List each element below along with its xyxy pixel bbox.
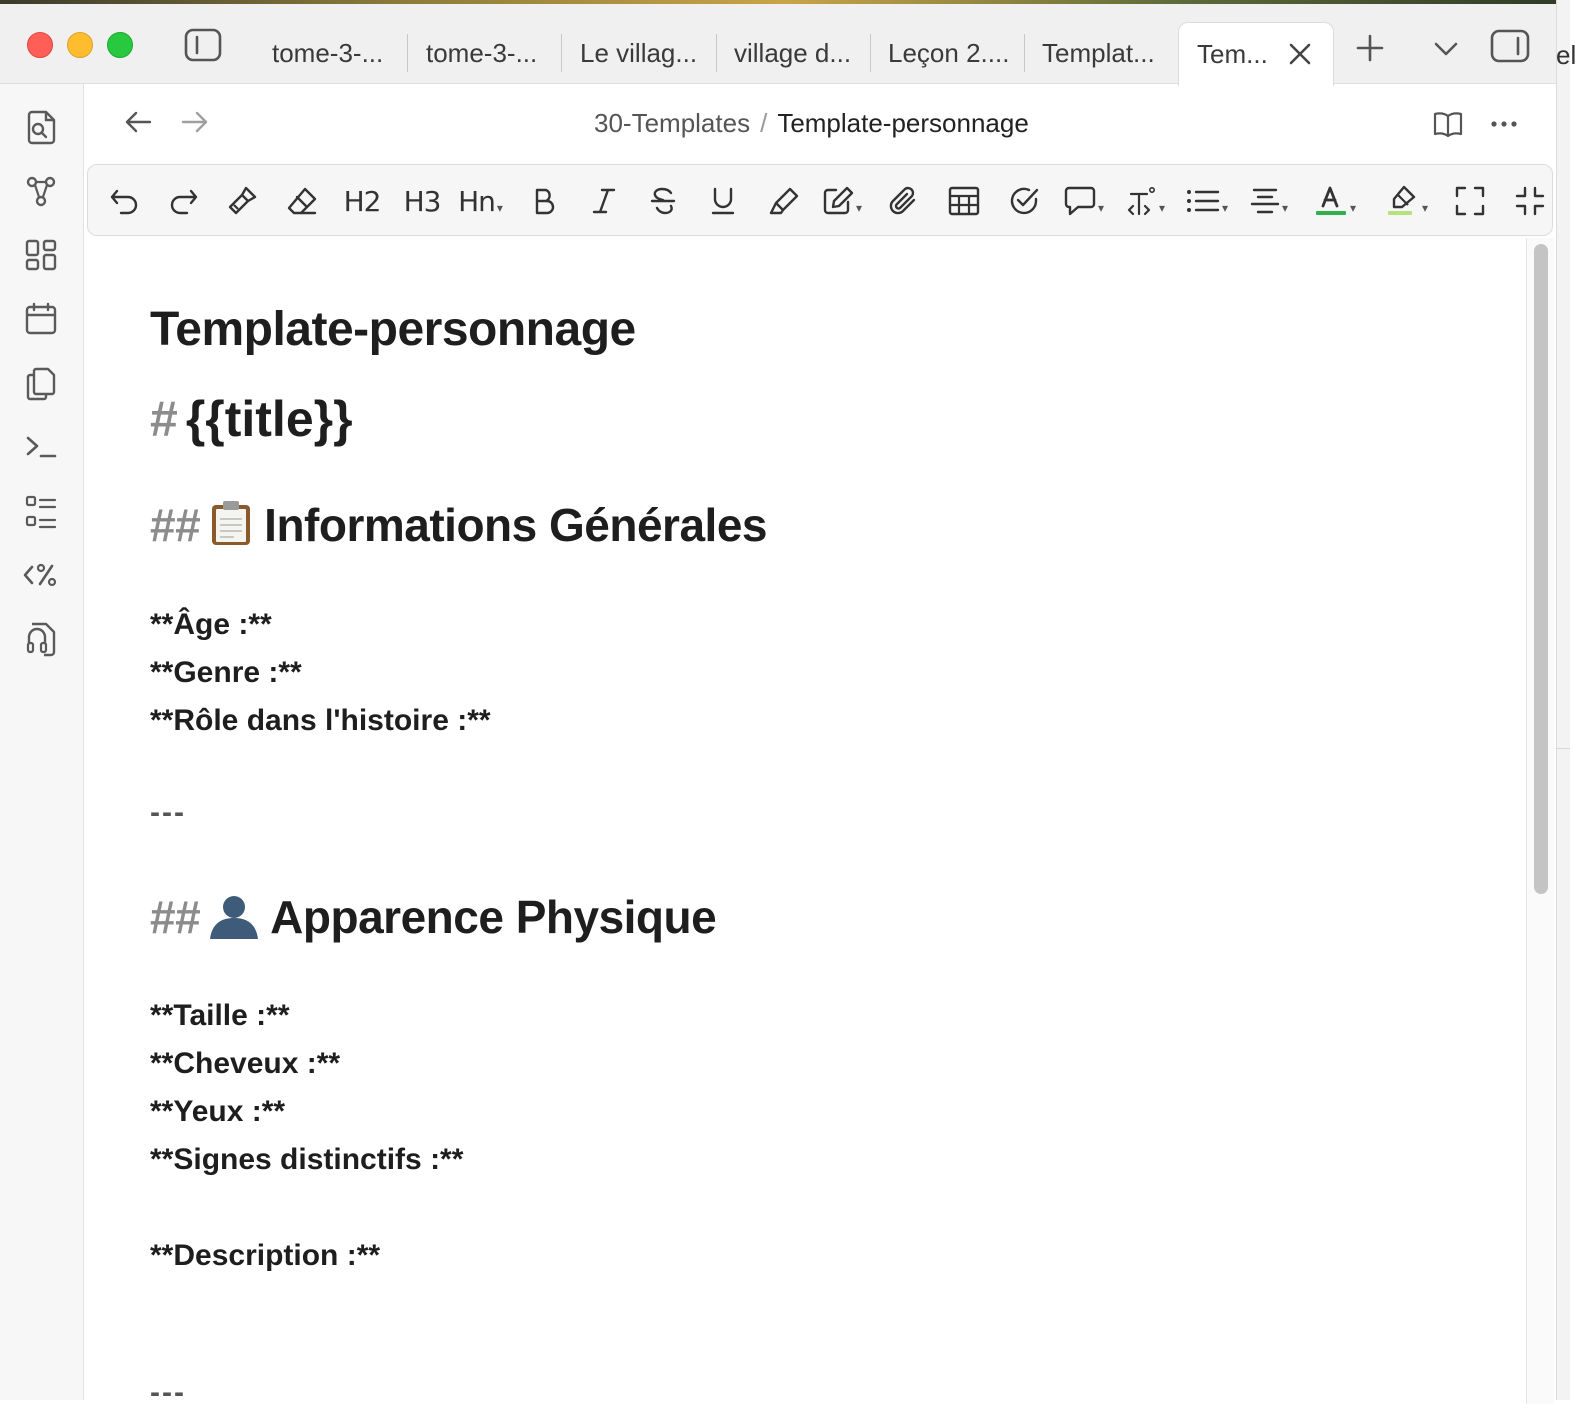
- reading-view-book-icon[interactable]: [1430, 106, 1466, 142]
- fullscreen-expand-icon[interactable]: [1452, 179, 1488, 223]
- tab-tome-3-b[interactable]: [426, 22, 537, 84]
- bust-in-silhouette-emoji-icon: [208, 893, 260, 950]
- audio-file-headphones-icon[interactable]: [22, 620, 60, 658]
- dropdown-caret-icon: ▾: [1421, 201, 1429, 215]
- tab-divider: [870, 34, 871, 72]
- horizontal-rule-markup[interactable]: ---: [150, 796, 186, 829]
- tab-label: tome-3-...: [426, 37, 538, 68]
- bulleted-list-dropdown-icon[interactable]: [1182, 179, 1232, 223]
- tab-label: Templat...: [1042, 37, 1155, 68]
- eraser-clear-format-icon[interactable]: [284, 179, 320, 223]
- calendar-daily-note-icon[interactable]: [22, 300, 60, 338]
- graph-view-icon[interactable]: [22, 172, 60, 210]
- tab-lecon-2[interactable]: [888, 22, 1009, 84]
- field-genre-line[interactable]: **Genre :**: [150, 656, 302, 689]
- heading-hash-marker: ##: [150, 499, 201, 551]
- text-align-dropdown-icon[interactable]: [1244, 179, 1294, 223]
- heading-informations-generales[interactable]: [150, 498, 767, 558]
- editor-scrollbar-thumb[interactable]: [1534, 244, 1548, 894]
- quick-switcher-file-search-icon[interactable]: [22, 108, 60, 146]
- field-taille-line[interactable]: **Taille :**: [150, 999, 290, 1032]
- heading-1-text: {{title}}: [185, 391, 353, 447]
- adjacent-window-edge: [1556, 0, 1570, 1400]
- field-age-line[interactable]: **Âge :**: [150, 608, 272, 641]
- tab-label: tome-3-...: [272, 37, 384, 68]
- bold-icon[interactable]: [528, 179, 560, 223]
- heading-2-button[interactable]: [344, 179, 380, 223]
- attachment-paperclip-icon[interactable]: [886, 179, 922, 223]
- note-title[interactable]: Template-personnage: [150, 303, 636, 356]
- left-sidebar-toggle-icon[interactable]: [184, 28, 222, 62]
- format-painter-brush-icon[interactable]: [224, 179, 260, 223]
- tab-label: Leçon 2....: [888, 37, 1010, 68]
- left-ribbon: [0, 84, 84, 1400]
- close-window-button[interactable]: [27, 32, 53, 58]
- checkbox-task-icon[interactable]: [1006, 179, 1042, 223]
- heading-3-button[interactable]: [404, 179, 440, 223]
- heading-hash-marker: ##: [150, 891, 201, 943]
- underline-icon[interactable]: [706, 179, 740, 223]
- tab-tome-3-a[interactable]: [272, 22, 383, 84]
- tab-label: village d...: [734, 37, 852, 68]
- heading-3-label: H3: [403, 184, 441, 218]
- field-signes-distinctifs-line[interactable]: **Signes distinctifs :**: [150, 1143, 464, 1176]
- tab-divider: [561, 34, 562, 72]
- dropdown-caret-icon: ▾: [1281, 201, 1289, 215]
- highlight-color-swatch: [1388, 211, 1412, 215]
- tab-village-d[interactable]: [734, 22, 851, 84]
- close-tab-icon[interactable]: [1286, 40, 1314, 68]
- outline-list-icon[interactable]: [22, 492, 60, 530]
- tab-divider: [1024, 34, 1025, 72]
- navigate-forward-arrow-icon[interactable]: [177, 104, 213, 140]
- text-color-dropdown-icon[interactable]: [1308, 179, 1362, 223]
- dropdown-caret-icon: ▾: [1158, 201, 1166, 215]
- callout-comment-dropdown-icon[interactable]: [1060, 179, 1108, 223]
- horizontal-rule-markup[interactable]: ---: [150, 1376, 186, 1409]
- table-icon[interactable]: [946, 179, 982, 223]
- strikethrough-icon[interactable]: [646, 179, 680, 223]
- templater-percent-icon[interactable]: [22, 556, 60, 594]
- dropdown-caret-icon: ▾: [1097, 201, 1105, 215]
- app-window: [0, 4, 1556, 1409]
- text-color-swatch: [1316, 211, 1346, 215]
- highlight-color-dropdown-icon[interactable]: [1380, 179, 1434, 223]
- tab-list-chevron-down-icon[interactable]: [1428, 32, 1464, 66]
- right-sidebar-toggle-icon[interactable]: [1490, 28, 1530, 64]
- breadcrumb-folder[interactable]: 30-Templates: [594, 108, 751, 138]
- edit-note-dropdown-icon[interactable]: [818, 179, 866, 223]
- breadcrumb: [594, 108, 1029, 139]
- tab-divider: [716, 34, 717, 72]
- breadcrumb-file[interactable]: Template-personnage: [777, 108, 1029, 138]
- heading-2-label: H2: [343, 184, 381, 218]
- new-tab-plus-icon[interactable]: [1352, 30, 1388, 66]
- clipboard-emoji-icon: [208, 499, 254, 558]
- field-cheveux-line[interactable]: **Cheveux :**: [150, 1047, 341, 1080]
- text-format-dropdown-icon[interactable]: [1122, 179, 1170, 223]
- navigate-back-arrow-icon[interactable]: [120, 104, 156, 140]
- italic-icon[interactable]: [588, 179, 620, 223]
- zoom-window-button[interactable]: [107, 32, 133, 58]
- tab-divider: [407, 34, 408, 72]
- dropdown-caret-icon: ▾: [1221, 201, 1229, 215]
- more-options-ellipsis-icon[interactable]: [1486, 106, 1522, 142]
- heading-text: Apparence Physique: [270, 891, 717, 943]
- tab-label: Tem...: [1197, 39, 1268, 69]
- tab-le-village[interactable]: [580, 22, 697, 84]
- minimize-window-button[interactable]: [67, 32, 93, 58]
- heading-hash-marker: #: [150, 391, 178, 447]
- redo-icon[interactable]: [166, 179, 202, 223]
- field-yeux-line[interactable]: **Yeux :**: [150, 1095, 286, 1128]
- undo-icon[interactable]: [106, 179, 142, 223]
- adjacent-window-text: el: [1556, 40, 1576, 70]
- dropdown-caret-icon: ▾: [1349, 201, 1357, 215]
- terminal-command-palette-icon[interactable]: [22, 428, 60, 466]
- breadcrumb-separator: /: [760, 108, 768, 138]
- field-description-line[interactable]: **Description :**: [150, 1239, 381, 1272]
- heading-1-line[interactable]: [150, 390, 353, 448]
- heading-apparence-physique[interactable]: [150, 890, 716, 950]
- heading-text: Informations Générales: [264, 499, 767, 551]
- tab-templat[interactable]: [1042, 22, 1155, 84]
- copy-files-icon[interactable]: [22, 364, 60, 402]
- highlighter-pen-icon[interactable]: [766, 179, 802, 223]
- heading-n-dropdown[interactable]: [456, 179, 504, 223]
- editing-toolbar: [87, 164, 1553, 236]
- dropdown-caret-icon: ▾: [496, 201, 502, 215]
- tab-label: Le villag...: [580, 37, 698, 68]
- canvas-grid-icon[interactable]: [22, 236, 60, 274]
- collapse-shrink-icon[interactable]: [1512, 179, 1548, 223]
- dropdown-caret-icon: ▾: [855, 201, 863, 215]
- heading-n-label: Hn: [458, 184, 495, 218]
- adjacent-window-divider: [1556, 748, 1570, 749]
- field-role-line[interactable]: **Rôle dans l'histoire :**: [150, 704, 491, 737]
